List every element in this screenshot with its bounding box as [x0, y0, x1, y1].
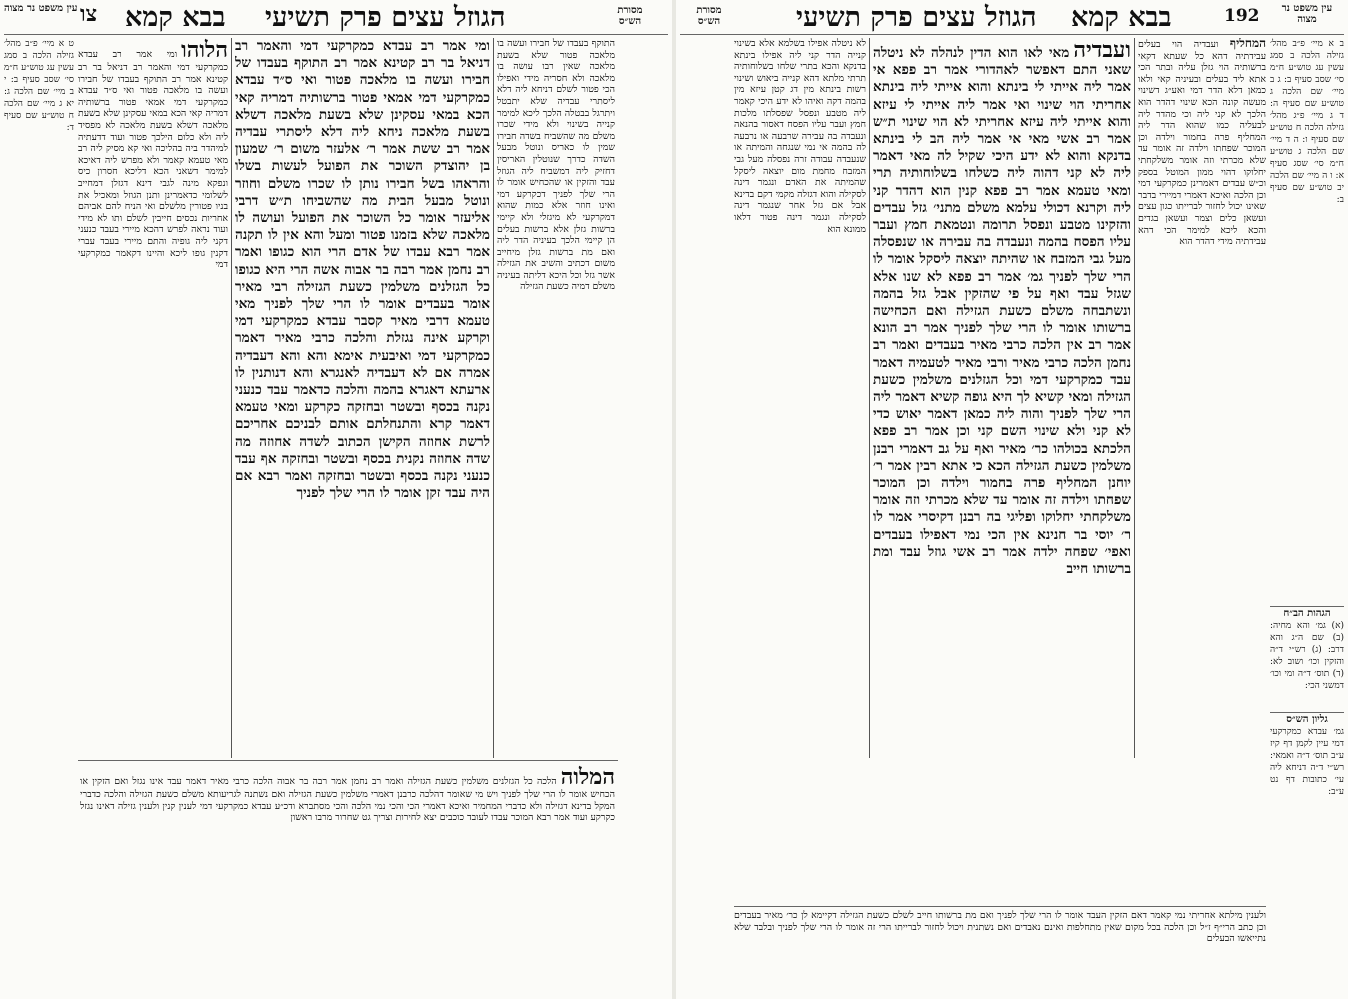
right-rashi-text: לא ניטלה אפילו בשלמא אלא בשינוי קנייה הדר קני ליה אפילו בינתא בדנקא והכא בתרי שלחו בשלוחותיה תרתי מלתא דהא קנייה ביאוש ושינוי רשות בינתא מין דג קטן עיזא מין בהמה דקה ואיהו לא ידע היכי קאמר ליה מטבע ונפסל שפסלתו מלכות חמץ ועבר עליו הפסח דאסור בהנאה ונעבדה בה עבירה שרבעה או נרבעה לה בהמה אי נמי שנגחה והמיתה או שנעבדה עבודה זרה נפסלה מעל גבי המזבח מחמת מום יוצאה ליסקל שהמיתה את האדם ונגמר דינה לסקילה והוא דגזלה מקמי דקם בדינא אבל אם גזל אחר שנגמר דינה לסקילה ונגמר דינה פטור דלאו ממונא הוא — [734, 38, 866, 235]
right-gilyon-rule — [1270, 712, 1344, 713]
right-rashi-column — [734, 38, 866, 758]
left-rashi-text: התוקף בעבדו של חבירו ועשה בו מלאכה פטור שלא בשעת מלאכה שאין רבו עושה בו מלאכה ולא חסריה מידי ואפילו הכי פטור לשלם דניחא ליה דלא ליסתרי עבדיה שלא יתבטל ויתרגל בבטלה הלכך ליכא למימר קנייה בשינוי ולא מידי שכרו משלם מה שהשביח בשדה חבירו שמין לו כאריס ונוטל מבעל השדה כדרך שנוטלין האריסין דחזיק ליה דמשביח ליה הגוזל עבד והזקין או שהכחיש אומר לו הרי שלך לפניך דכקרקע דמי ואינו חוזר אלא כמות שהוא דמקרקעי לא מיגזלי ולא קיימי ברשות גזלן אלא ברשות בעלים הן קיימי הלכך בעיניה הדר ליה ואם מת ברשות גזלן מיחייב משום דכתיב והשיב את הגזילה אשר גזל וכל היכא דליתה בעיניה משלם דמיה כשעת הגזילה — [497, 38, 615, 293]
right-gilyon-box — [1270, 714, 1344, 994]
left-column-divider-2 — [493, 38, 494, 758]
right-page-number: 192 — [1224, 6, 1260, 26]
left-bottom-opening-word: המלוה — [560, 765, 615, 790]
right-gemara-text: מאי לאו הוא הדין לנהלה לא ניטלה שאני התם דאפשר לאהדורי אמר רב פפא אי אמר ליה אייתי לי בינתא והוא אייתי ליה בינתא אחריתי הוי שינוי ואי אמר ליה אייתי לי עיזא והוא אייתי ליה עיזא אחריתי לא הוי שינוי ת״ש אמר רב אשי מאי אי אמר ליה הב לי בינתא בדנקא והוא לא ידע היכי שקיל לה מאי דאמר ליה לא קני דהוה ליה כשלחו בשלוחותיה תרי ומאי טעמא אמר רב פפא קנין הוא דהדר קני ליה וקרנא דכולי עלמא משלם מתני׳ גזל עבדים והזקינו מטבע ונפסל תרומה ונטמאת חמץ ועבר עליו הפסח בהמה ונעבדה בה עבירה או שנפסלה מעל גבי המזבח או שהיתה יוצאה ליסקל אומר לו הרי שלך לפניך גמ׳ אמר רב פפא לא שנו אלא שגזל עבד ואף על פי שהזקין אבל גזל בהמה ונשתבחה משלם כשעת הגזילה ואם הכחישה ברשותו אומר לו הרי שלך לפניך אמר רב הונא אמר רב אין הלכה כרבי מאיר בעבדים ואמר רב נחמן הלכה כרבי מאיר ורבי מאיר לטעמיה דאמר עבד כמקרקעי דמי וכל הגזלנים משלמין כשעת הגזילה ומאי קשיא לך היא גופה קשיא דאמר ליה הרי שלך לפניך והוה ליה כמאן דאמר יאוש כדי לא קני ולא שינוי השם קני וכן אמר רב פפא הלכתא בכולהו כר׳ מאיר ואף על גב דאמרי רבנן משלמין כשעת הגזילה הכא כי אתא רבין אמר ר׳ יוחנן המחליף פרה בחמור וילדה וכן המוכר שפחתו וילדה זה אומר עד שלא מכרתי וזה אומר משלקחתי יחלוקו ופליגי בה רבנן דקיסרי אמר לו ר׳ יוסי בר חנינא אין הכי נמי דאפילו בעבדים ואפי׳ שפחה ילדה אמר רב אשי גוזל עבד ומת ברשותו חייב — [873, 45, 1131, 578]
right-ein-mishpat-label: עין משפט נר מצוה — [1281, 3, 1333, 25]
right-hagahot-rule — [1270, 606, 1344, 607]
left-page-header — [0, 2, 672, 32]
left-header-rule — [4, 34, 668, 35]
right-bottom-commentary — [734, 910, 1266, 994]
left-rashi-column — [497, 38, 615, 753]
right-tractate-title: בבא קמא — [1071, 2, 1172, 33]
left-chapter-title: הגוזל עצים פרק תשיעי — [265, 2, 506, 33]
right-masoret-margin — [682, 40, 732, 740]
left-tractate-title: בבא קמא — [125, 2, 226, 33]
right-talmud-page — [676, 0, 1348, 999]
left-bottom-text: הלכה כל הגזלנים משלמין כשעת הגזילה ואמר רב נחמן אמר רבה בר אבוה הלכה כרבי מאיר דאמר עבד אינו נגזל ואם הזקין או הכחיש אומר לו הרי שלך לפניך ויש מי שאומר דהלכה כרבנן דאמרי משלמין כשעת הגזילה ואם נשתנה לגריעותא משלם כשעת הגזילה והלכה כדברי המקל בדינא דגזילה ולא כדברי המחמיר ואיכא דאמרי הכי והכי נמי הלכה והכי מסתברא ודכ״ע עבדא כמקרקעי דמי לענין קנין ולענין גזילה דאינו נגזל כקרקע ועוד אמר רבא המוכר עבדו לעובד כוכבים יצא לחירות וצריך גט שחרור מרבו ראשון — [80, 776, 615, 824]
left-ein-mishpat-text: ט א מיי׳ פ״ב מהל׳ גזילה הלכה ב סמג עשין עג טוש״ע ח״מ סי׳ שסב סעיף ב: י ב מיי׳ שם הלכה ג: יא ג מיי׳ שם הלכה ח טוש״ע שם סעיף ד: — [4, 39, 74, 133]
right-gilyon-text: גמ׳ עבדא כמקרקעי דמי עיין לקמן דף קיז ע״ב תוס׳ ד״ה ואמאי: רש״י ד״ה דניחא ליה עי׳ כתובות דף נט ע״ב: — [1270, 727, 1344, 797]
left-tosafot-text: ומי אמר רב עבדא כמקרקעי דמי והאמר רב דניאל בר רב קטינא אמר רב התוקף בעבדו של חבירו ועשה בו מלאכה פטור ואי ס״ד עבדא כמקרקעי דמי אמאי פטור ברשותיה דמריה קאי הכא במאי עסקינן שלא בשעת מלאכה דשלא בשעת מלאכה לא מפסיד ליה ולא כלום הילכך פטור ועוד דדעתיה למיהדר ביה בהליכה ואי קא מסיק ליה רב מאי טעמא קאמר ולא מפרש ליה דאיכא למימר דשאני הכא דליכא חסרון כיס ונפקא מינה לגבי דינא דגזלן דמחייב לשלומי כדאמרינן ותנן הגוזל ומאכיל את בניו פטורין מלשלם ואי הניח להם אביהם אחריות נכסים חייבין לשלם ותו לא מידי ועוד נראה לפרש דהכא מיירי בעבד כנעני דקני ליה גופיה והתם מיירי בעבד עברי דקנין גופו ליכא והיינו דקאמר כמקרקעי דמי — [78, 49, 228, 271]
right-masoret-label: מסורת הש״ס — [696, 5, 722, 27]
right-column-divider-2 — [1134, 38, 1135, 758]
left-masoret-label: מסורת הש״ס — [617, 5, 643, 27]
right-header-rule — [680, 34, 1344, 35]
right-tosafot-text: ועבדיה הוי בעלים עבידתיה דהא כל שעתא דקאי ברשותיה הוי גזלן עליה ובתר הכי אתא ליד בעלים ובעיניה קאי ולאו כמאן דלא הדר דמי ואע״ג דשינוי מעשה קונה הכא שינוי דהדר הוא הלכך לא קני ליה וכי מהדר ליה לבעליה כמו שהוא הדר ליה המחליף פרה בחמור וילדה וכן המוכר שפחתו וילדה זה אומר עד שלא מכרתי וזה אומר משלקחתי יחלוקו דהוי ממון המוטל בספק וכ״ש עבדים דאמרינן כמקרקעי דמי וכן הלכה ואיכא דאמרי דמיירי בדבר שאינו יכול לחזור לברייתו כגון עצים ועשאן כלים וצמר ועשאן בגדים והכא ליכא למימר הכי דהא עבידתיה מידי דהדר הוא — [1138, 39, 1266, 248]
left-bottom-rule — [78, 760, 618, 761]
right-gemara-column — [873, 38, 1131, 758]
right-bottom-rule — [734, 906, 1266, 907]
right-hagahot-text: (א) גמ׳ והא מחיה: (ב) שם ה״ג והא דרב: (ג) רש״י ד״ה והזקין וכו׳ ושוב לא: (ד) תוס׳ ד״ה ומי וכו׳ דמשני הכי: — [1270, 621, 1344, 691]
left-talmud-page — [0, 0, 672, 999]
right-bottom-text: ולענין מילתא אחריתי נמי קאמר דאם הזקין העבד אומר לו הרי שלך לפניך ואם מת ברשותו חייב לשלם כשעת הגזילה דקיימא לן כר׳ מאיר בעבדים וכן כתב הרי״ף ז״ל וכן הלכה בכל מקום שאין מתחלפות ואינם נאבדים ואם נשתנית ויכול לחזור לברייתו הרי זה אומר לו הרי שלך לפניך ובלבד שלא נתייאשו הבעלים — [734, 910, 1266, 945]
right-gemara-opening-word: ועבדיה — [1073, 38, 1131, 63]
right-tosafot-column — [1138, 38, 1266, 758]
left-gemara-text: ומי אמר רב עבדא כמקרקעי דמי והאמר רב דניאל בר רב קטינא אמר רב התוקף בעבדו של חבירו ועשה בו מלאכה פטור ואי ס״ד עבדא כמקרקעי דמי אמאי פטור ברשותיה דמריה קאי הכא במאי עסקינן שלא בשעת מלאכה דשלא בשעת מלאכה ניחא ליה דלא ליסתרי עבדיה אמר רב ששת אמר ר׳ אלעזר משום ר׳ שמעון בן יהוצדק השוכר את הפועל לעשות בשלו והראהו בשל חבירו נותן לו שכרו משלם וחוזר ונוטל מבעל הבית מה שהשביחו ת״ש דרבי אליעזר אומר כל השוכר את הפועל ועושה לו מלאכה שלא בזמנו פטור ומעל והא אין לו תקנה אמר רבא עבדו של אדם הרי הוא כגופו ואמר רב נחמן אמר רבה בר אבוה אשה הרי היא כגופו כל הגזלנים משלמין כשעת הגזילה רבי מאיר אומר בעבדים אומר לו הרי שלך לפניך מאי טעמא דרבי מאיר קסבר עבדא כמקרקעי דמי וקרקע אינה נגזלת והלכה כרבי מאיר דאמר כמקרקעי דמי ואיבעית אימא והא והא דעבדיה אמרה אם לא דעבדיה לאנגרא והא דנותנין לו ארעתא דאגרא בהמה והלכה כדאמר עבד כנעני נקנה בכסף ובשטר ובחזקה כקרקע ומאי טעמא דאמר קרא והתנחלתם אותם לבניכם אחריכם לרשת אחוזה הקישן הכתוב לשדה אחוזה מה שדה אחוזה נקנית בכסף ובשטר ובחזקה אף עבד כנעני נקנה בכסף ובשטר ובחזקה ואמר רבא אם היה עבד זקן אומר לו הרי שלך לפניך — [235, 38, 490, 502]
left-gemara-column — [235, 38, 490, 753]
right-gilyon-label: גליון הש״ס — [1286, 714, 1328, 725]
right-ein-mishpat-text: ב א מיי׳ פ״ב מהל׳ גזילה הלכה ב סמג עשין עג טוש״ע ח״מ סי׳ שסב סעיף ב: ג ב מיי׳ שם הלכה ג טוש״ע שם סעיף ה: ד ג מיי׳ פ״ג מהל׳ גזילה הלכה ח טוש״ע שם סעיף ו: ה ד מיי׳ שם הלכה ג טוש״ע ח״מ סי׳ שסג סעיף א: ו ה מיי׳ שם הלכה יב טוש״ע שם סעיף ב: — [1270, 39, 1344, 205]
left-folio-number: צו — [80, 1, 98, 27]
right-column-divider-1 — [869, 38, 870, 758]
left-ein-mishpat-column — [4, 38, 74, 288]
left-masoret-margin — [619, 40, 669, 740]
right-hagahot-label: הגהות הב״ח — [1283, 608, 1331, 619]
left-ein-mishpat-label: עין משפט נר מצוה — [4, 3, 78, 14]
left-tosafot-column — [78, 38, 228, 753]
right-page-header — [676, 2, 1348, 32]
left-tosafot-opening-word: הלוהו — [181, 38, 228, 63]
left-column-divider-1 — [231, 38, 232, 758]
left-bottom-commentary — [80, 765, 615, 993]
right-ein-mishpat-column — [1270, 38, 1344, 598]
right-chapter-title: הגוזל עצים פרק תשיעי — [796, 2, 1037, 33]
right-hagahot-box — [1270, 608, 1344, 708]
right-tosafot-opening-word: המחליף — [1229, 38, 1266, 50]
